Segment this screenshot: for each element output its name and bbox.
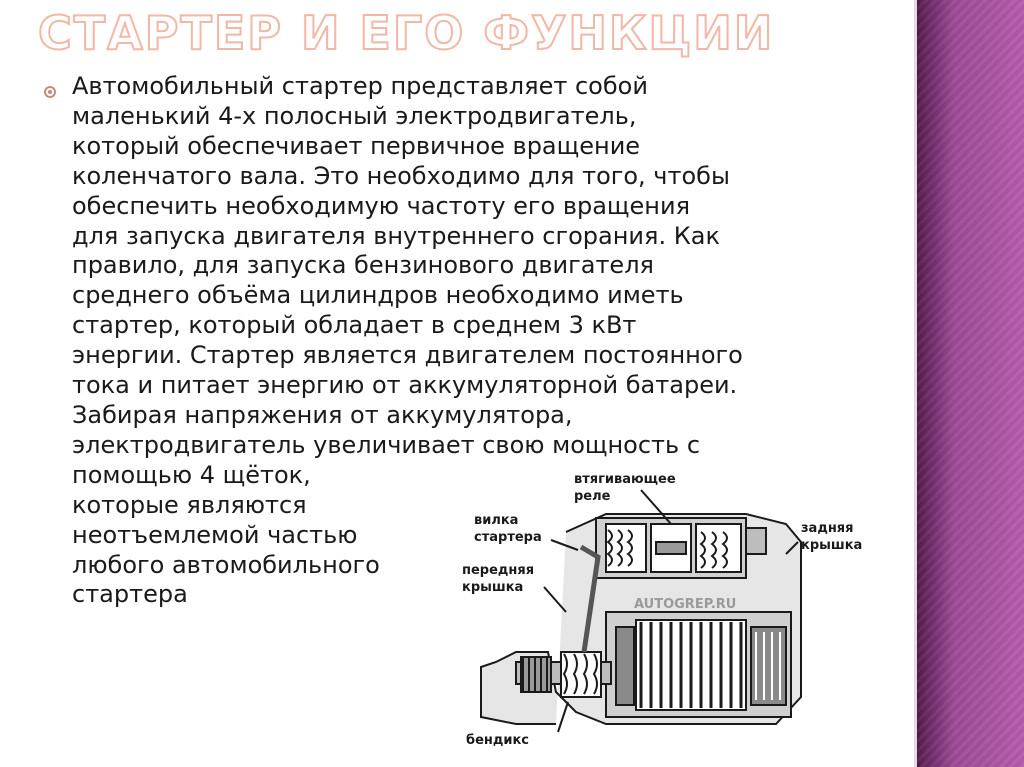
paragraph-line: маленький 4-х полосный электродвигатель, [72, 101, 637, 130]
paragraph-line: стартера [72, 580, 188, 609]
decorative-sidebar [914, 0, 1024, 767]
paragraph-line: энергии. Стартер является двигателем постоянного [72, 341, 743, 370]
paragraph-line: Автомобильный стартер представляет собой [72, 72, 648, 100]
paragraph-line: Забирая напряжения от аккумулятора, [72, 400, 573, 429]
label-bendix: бендикс [466, 733, 530, 748]
paragraph-line: среднего объёма цилиндров необходимо иметь [72, 281, 684, 310]
paragraph-line: помощью 4 щёток, [72, 460, 311, 489]
paragraph-line: неотъемлемой частью [72, 520, 358, 549]
label-fork: вилка стартера [474, 513, 542, 545]
paragraph-line: правило, для запуска бензинового двигателя [72, 251, 654, 280]
circle-bullet-icon [44, 86, 56, 98]
paragraph-line: коленчатого вала. Это необходимо для того, чтобы [72, 161, 730, 190]
label-front-cover: передняя крышка [462, 563, 535, 595]
paragraph-line: стартер, который обладает в среднем 3 кВт [72, 311, 637, 340]
label-solenoid: втягивающее реле [574, 472, 676, 504]
watermark: AUTOGREP.RU [634, 597, 737, 612]
paragraph-line: который обеспечивает первичное вращение [72, 131, 641, 160]
paragraph-line: электродвигатель увеличивает свою мощность с [72, 430, 701, 459]
starter-diagram [456, 462, 863, 762]
paragraph-line: которые являются [72, 490, 307, 519]
paragraph-line: обеспечить необходимую частоту его вращения [72, 191, 691, 220]
paragraph-line: тока и питает энергию от аккумуляторной батареи. [72, 371, 738, 400]
paragraph-line: для запуска двигателя внутреннего сгорания. Как [72, 221, 720, 250]
slide-title: СТАРТЕР И ЕГО ФУНКЦИИ [38, 6, 775, 60]
paragraph-line: любого автомобильного [72, 550, 380, 579]
label-rear-cover: задняя крышка [801, 521, 863, 553]
